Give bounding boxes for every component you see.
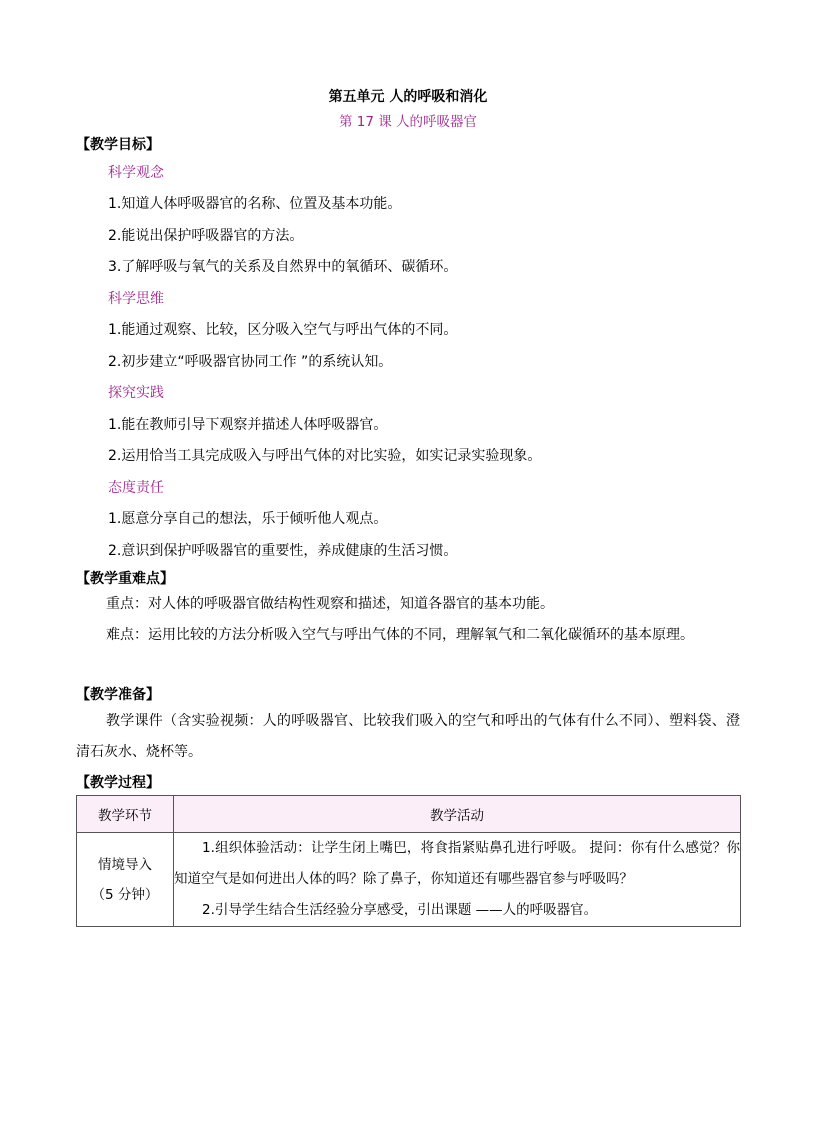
objectives-heading: 【教学目标】 bbox=[76, 137, 160, 153]
objective-item: 2.能说出保护呼吸器官的方法。 bbox=[108, 228, 304, 244]
category-attitude-responsibility: 态度责任 bbox=[108, 480, 164, 496]
activities-cell bbox=[174, 833, 741, 927]
objective-item: 2.意识到保护呼吸器官的重要性，养成健康的生活习惯。 bbox=[108, 543, 458, 559]
activity-item: 1.组织体验活动：让学生闭上嘴巴，将食指紧贴鼻孔进行呼吸。 提问：你有什么感觉？你知道空气是如何进出人体的吗？除了鼻子，你知道还有哪些器官参与呼吸吗？ bbox=[174, 840, 740, 887]
section-cell bbox=[77, 833, 174, 927]
objective-item: 1.知道人体呼吸器官的名称、位置及基本功能。 bbox=[108, 196, 402, 212]
difficulty-paragraph: 难点：运用比较的方法分析吸入空气与呼出气体的不同，理解氧气和二氧化碳循环的基本原理。 bbox=[106, 627, 694, 643]
category-inquiry-practice: 探究实践 bbox=[108, 385, 164, 401]
key-points-heading: 【教学重难点】 bbox=[76, 571, 174, 587]
section-duration: （5 分钟） bbox=[91, 886, 159, 903]
objective-item: 3.了解呼吸与氧气的关系及自然界中的氧循环、碳循环。 bbox=[108, 259, 458, 275]
lesson-title: 第 17 课 人的呼吸器官 bbox=[338, 114, 478, 130]
table-header-row bbox=[77, 796, 741, 833]
category-science-thinking: 科学思维 bbox=[108, 291, 164, 307]
preparation-heading: 【教学准备】 bbox=[76, 687, 160, 703]
unit-title: 第五单元 人的呼吸和消化 bbox=[328, 89, 488, 105]
objective-item: 1.愿意分享自己的想法，乐于倾听他人观点。 bbox=[108, 511, 388, 527]
process-table bbox=[76, 795, 741, 927]
objective-item: 1.能在教师引导下观察并描述人体呼吸器官。 bbox=[108, 417, 388, 433]
preparation-paragraph: 教学课件（含实验视频：人的呼吸器官、比较我们吸入的空气和呼出的气体有什么不同）、塑料袋、澄清石灰水、烧杯等。 bbox=[76, 713, 740, 760]
section-name: 情境导入 bbox=[98, 856, 152, 873]
focus-paragraph: 重点：对人体的呼吸器官做结构性观察和描述，知道各器官的基本功能。 bbox=[106, 596, 554, 612]
column-header-activity: 教学活动 bbox=[174, 796, 741, 833]
activity-item: 2.引导学生结合生活经验分享感受，引出课题 ——人的呼吸器官。 bbox=[202, 902, 598, 918]
objective-item: 2.初步建立“呼吸器官协同工作 ”的系统认知。 bbox=[108, 354, 393, 370]
category-science-concept: 科学观念 bbox=[108, 165, 164, 181]
objective-item: 1.能通过观察、比较，区分吸入空气与呼出气体的不同。 bbox=[108, 322, 458, 338]
column-header-section: 教学环节 bbox=[77, 796, 174, 833]
process-heading: 【教学过程】 bbox=[76, 775, 160, 791]
objective-item: 2.运用恰当工具完成吸入与呼出气体的对比实验，如实记录实验现象。 bbox=[108, 448, 542, 464]
table-row bbox=[77, 833, 741, 927]
